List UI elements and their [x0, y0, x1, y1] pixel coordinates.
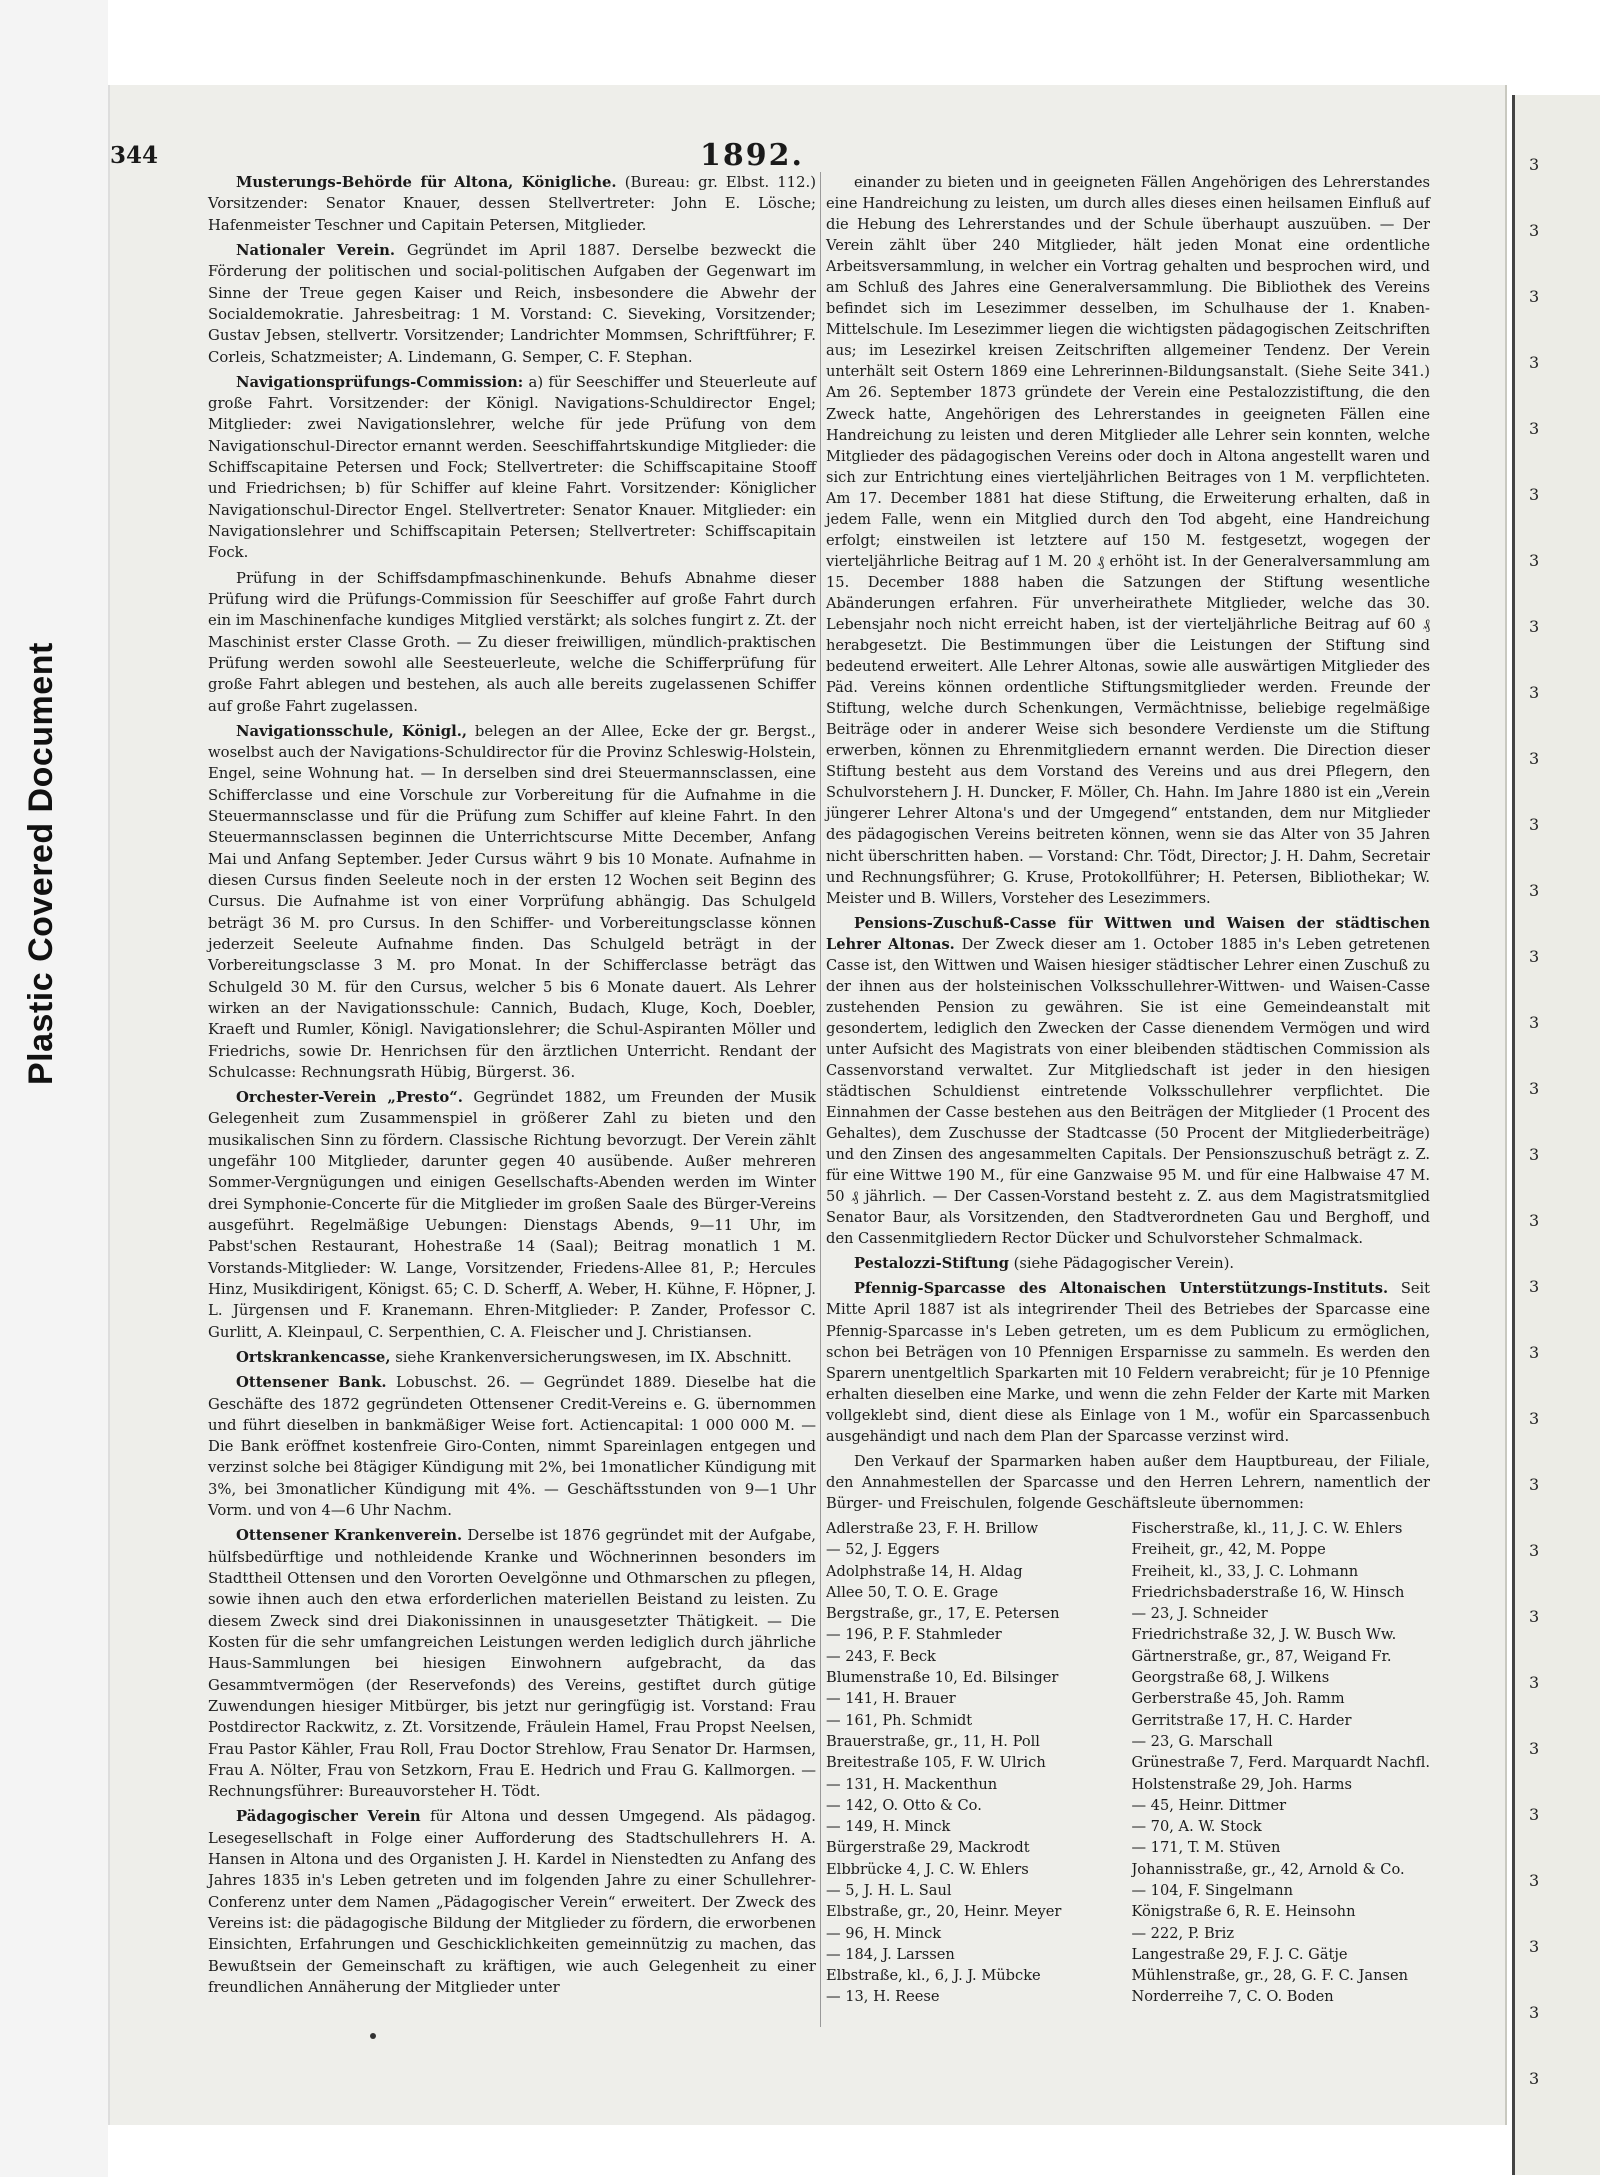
adjacent-page-edge: [1512, 95, 1600, 2175]
entry-title: Ortskrankencasse,: [236, 1348, 391, 1366]
adjacent-page-fragment: 3: [1529, 353, 1540, 372]
entry-text: Gegründet 1882, um Freunden der Musik Gelegenheit zum Zusammenspiel in größerer Zahl zu bieten und den musikalischen Sinn zu fördern. Classische Richtung bevorzugt. Der Verein zählt ungefähr 100 Mitglieder, darunter gegen 40 ausübende. Außer mehreren Sommer-Vergnügungen und einigen Gesellschafts-Abenden werden im Winter drei Symphonie-Concerte für die Mitglieder im großen Saale des Bürger-Vereins ausgeführt. Regelmäßige Uebungen: Dienstags Abends, 9—11 Uhr, im Pabst'schen Restaurant, Hohestraße 14 (Saal); Beitrag monatlich 1 M. Vorstands-Mitglieder: W. Lange, Vorsitzender, Friedens-Allee 81, P.; Hercules Hinz, Musikdirigent, Königst. 65; C. D. Scherff, A. Weber, H. Kühne, F. Höpner, J. L. Jürgensen und F. Kranemann. Ehren-Mitglieder: P. Zander, Professor C. Gurlitt, A. Kleinpaul, C. Serpenthien, C. A. Fleischer und J. Christiansen.: [208, 1089, 816, 1341]
adjacent-page-fragment: 3: [1529, 1871, 1540, 1890]
entry-paragraph: [208, 1087, 816, 1343]
directory-entry: Elbbrücke 4, J. C. W. Ehlers: [826, 1860, 1029, 1878]
entry-text: Prüfung in der Schiffsdampfmaschinenkunde. Behufs Abnahme dieser Prüfung wird die Prüfungs-Commission für Seeschiffer auf große Fahrt durch ein im Maschinenfache kundiges Mitglied verstärkt; als solches fungirt z. Zt. der Maschinist erster Classe Groth. — Zu dieser freiwilligen, mündlich-praktischen Prüfung werden sowohl alle Seesteuerleute, welche die Schifferprüfung für große Fahrt ablegen und bestehen, als auch alle bereits zugelassenen Schiffer auf große Fahrt zugelassen.: [208, 569, 816, 715]
directory-entry: Blumenstraße 10, Ed. Bilsinger: [826, 1669, 1059, 1687]
ink-spot: [370, 2033, 376, 2039]
adjacent-page-fragment: 3: [1529, 1607, 1540, 1626]
scan-margin: [0, 0, 108, 2177]
adjacent-page-fragment: 3: [1529, 1937, 1540, 1956]
adjacent-page-fragment: 3: [1529, 1739, 1540, 1758]
entry-title: Navigationsschule, Königl.,: [236, 722, 468, 740]
entry-paragraph: [208, 372, 816, 564]
directory-entry: — 70, A. W. Stock: [1131, 1818, 1262, 1836]
entry-title: Pestalozzi-Stiftung: [854, 1255, 1010, 1273]
adjacent-page-fragment: 3: [1529, 1475, 1540, 1494]
adjacent-page-fragment: 3: [1529, 1211, 1540, 1230]
adjacent-page-fragment: 3: [1529, 1409, 1540, 1428]
entry-paragraph: [208, 568, 816, 717]
entry-title: Pensions-Zuschuß-Casse für Wittwen und Waisen der städtischen Lehrer Altonas.: [826, 914, 1430, 953]
left-column: [208, 172, 816, 2002]
adjacent-page-fragment: 3: [1529, 2069, 1540, 2088]
directory-entry: — 96, H. Minck: [826, 1924, 942, 1942]
directory-entry: Königstraße 6, R. E. Heinsohn: [1131, 1903, 1356, 1921]
directory-entry: Mühlenstraße, gr., 28, G. F. C. Jansen: [1131, 1967, 1409, 1985]
directory-entry: Freiheit, kl., 33, J. C. Lohmann: [1131, 1562, 1359, 1580]
entry-text: (siehe Pädagogischer Verein).: [1013, 1255, 1235, 1273]
directory-entry: Gerritstraße 17, H. C. Harder: [1131, 1711, 1352, 1729]
entry-text: Lobuschst. 26. — Gegründet 1889. Dieselbe hat die Geschäfte des 1872 gegründeten Ottensener Credit-Vereins e. G. übernommen und führt dieselben in bankmäßiger Weise fort. Actiencapital: 1 000 000 M. — Die Bank eröffnet kostenfreie Giro-Conten, nimmt Spareinlagen entgegen und verzinst solche bei 8tägiger Kündigung mit 2%, bei 1monatlicher Kündigung mit 3%, bei 3monatlicher Kündigung mit 4%. — Geschäftsstunden von 9—1 Uhr Vorm. und von 4—6 Uhr Nachm.: [208, 1374, 816, 1520]
directory-entry: — 5, J. H. L. Saul: [826, 1882, 952, 1899]
adjacent-page-fragment: 3: [1529, 485, 1540, 504]
directory-entry: — 23, G. Marschall: [1131, 1732, 1273, 1750]
directory-entry: Elbstraße, kl., 6, J. J. Mübcke: [826, 1967, 1041, 1985]
adjacent-page-fragment: 3: [1529, 1013, 1540, 1032]
directory-entry: Friedrichsbaderstraße 16, W. Hinsch: [1131, 1583, 1405, 1601]
adjacent-page-fragment: 3: [1529, 881, 1540, 900]
directory-entry: Gerberstraße 45, Joh. Ramm: [1131, 1690, 1345, 1708]
adjacent-page-fragment: 3: [1529, 1805, 1540, 1824]
entry-title: Ottensener Bank.: [236, 1374, 387, 1392]
directory-entry: Norderreihe 7, C. O. Boden: [1131, 1988, 1334, 2006]
adjacent-page-fragment: 3: [1529, 617, 1540, 636]
directory-entry: Georgstraße 68, J. Wilkens: [1131, 1669, 1330, 1687]
page-number: 344: [110, 142, 159, 169]
entry-paragraph: [826, 172, 1430, 909]
directory-entry: — 141, H. Brauer: [826, 1690, 956, 1708]
directory-entry: — 142, O. Otto & Co.: [826, 1796, 982, 1814]
directory-left: [826, 1518, 1117, 2008]
entry-text: Seit Mitte April 1887 ist als integrirender Theil des Betriebes der Sparcasse eine Pfennig-Sparcasse in's Leben getreten, um es dem Publicum zu ermöglichen, schon bei Beträgen von 10 Pfennigen Ersparnisse zu sammeln. Es werden den Sparern unentgeltlich Sparkarten mit 10 Feldern verabreicht; für je 10 Pfennige erhalten dieselben eine Marke, und wenn die zehn Felder der Karte mit Marken vollgeklebt sind, dient diese als Einlage von 1 M., wofür ein Sparcassenbuch ausgehändigt und nach dem Plan der Sparcasse verzinst wird.: [826, 1280, 1430, 1445]
directory-entry: Adolphstraße 14, H. Aldag: [826, 1562, 1023, 1580]
adjacent-page-fragment: 3: [1529, 1145, 1540, 1164]
entry-title: Navigationsprüfungs-Commission:: [236, 373, 524, 391]
directory-entry: — 171, T. M. Stüven: [1131, 1839, 1281, 1857]
page-year: 1892.: [700, 138, 804, 173]
directory-entry: Gärtnerstraße, gr., 87, Weigand Fr.: [1131, 1647, 1392, 1665]
adjacent-page-fragment: 3: [1529, 947, 1540, 966]
entry-paragraph: [208, 1806, 816, 1998]
directory-entry: — 243, F. Beck: [826, 1647, 936, 1665]
entry-text: für Altona und dessen Umgegend. Als pädagog. Lesegesellschaft in Folge einer Aufforderung des Stadtschullehrers H. A. Hansen in Altona und des Organisten J. H. Kardel in Nienstedten zu Anfang des Jahres 1835 in's Leben getreten und im folgenden Jahre zu einer Schullehrer-Conferenz unter dem Namen „Pädagogischer Verein“ erweitert. Der Zweck des Vereins ist: die pädagogische Bildung der Mitglieder zu fördern, die erworbenen Einsichten, Erfahrungen und Geschicklichkeiten gemeinnützig zu machen, das Bewußtsein der Gemeinschaft zu kräftigen, wie auch Gelegenheit zu einer freundlichen Annäherung der Mitglieder unter: [208, 1808, 816, 1996]
right-column: [826, 172, 1430, 2008]
adjacent-page-fragment: 3: [1529, 551, 1540, 570]
directory-entry: — 149, H. Minck: [826, 1818, 951, 1836]
entry-paragraph: [208, 1372, 816, 1521]
directory-entry: Holstenstraße 29, Joh. Harms: [1131, 1775, 1352, 1793]
entry-paragraph: [826, 1451, 1430, 1514]
entry-paragraph: [208, 1525, 816, 1802]
adjacent-page-fragment: 3: [1529, 287, 1540, 306]
entry-paragraph: [208, 172, 816, 236]
directory-entry: Breitestraße 105, F. W. Ulrich: [826, 1754, 1046, 1772]
adjacent-page-fragment: 3: [1529, 1079, 1540, 1098]
entry-paragraph: [208, 240, 816, 368]
directory-entry: Bergstraße, gr., 17, E. Petersen: [826, 1605, 1060, 1623]
directory-entry: Grünestraße 7, Ferd. Marquardt Nachfl.: [1131, 1754, 1430, 1772]
directory-entry: — 13, H. Reese: [826, 1988, 940, 2006]
adjacent-page-fragment: 3: [1529, 683, 1540, 702]
entry-paragraph: [826, 1278, 1430, 1446]
directory-entry: Allee 50, T. O. E. Grage: [826, 1583, 999, 1601]
directory-entry: Brauerstraße, gr., 11, H. Poll: [826, 1732, 1040, 1750]
directory-right: [1131, 1518, 1430, 2008]
directory-entry: Langestraße 29, F. J. C. Gätje: [1131, 1945, 1348, 1963]
entry-title: Ottensener Krankenverein.: [236, 1527, 463, 1545]
directory-entry: Friedrichstraße 32, J. W. Busch Ww.: [1131, 1626, 1397, 1644]
entry-title: Nationaler Verein.: [236, 241, 396, 259]
plastic-covered-label: Plastic Covered Document: [22, 642, 60, 1085]
entry-title: Musterungs-Behörde für Altona, Königliche.: [236, 174, 617, 191]
adjacent-page-fragment: 3: [1529, 221, 1540, 240]
directory-entry: Elbstraße, gr., 20, Heinr. Meyer: [826, 1903, 1062, 1921]
directory-entry: — 104, F. Singelmann: [1131, 1882, 1293, 1899]
directory-entry: — 196, P. F. Stahmleder: [826, 1626, 1002, 1644]
directory-entry: — 45, Heinr. Dittmer: [1131, 1796, 1287, 1814]
entry-title: Pädagogischer Verein: [236, 1808, 421, 1826]
directory-entry: Adlerstraße 23, F. H. Brillow: [826, 1519, 1039, 1537]
directory-entry: Bürgerstraße 29, Mackrodt: [826, 1839, 1030, 1857]
sparmarken-directory: [826, 1518, 1430, 2008]
directory-entry: — 161, Ph. Schmidt: [826, 1711, 973, 1729]
entry-text: (Bureau: gr. Elbst. 112.) Vorsitzender: Senator Knauer, dessen Stellvertreter: John E. Lösche; Hafenmeister Teschner und Capitain Petersen, Mitglieder.: [208, 174, 816, 234]
adjacent-page-fragment: 3: [1529, 155, 1540, 174]
directory-entry: Johannisstraße, gr., 42, Arnold & Co.: [1131, 1860, 1405, 1878]
directory-entry: — 222, P. Briz: [1131, 1924, 1235, 1942]
adjacent-page-fragment: 3: [1529, 1277, 1540, 1296]
directory-entry: — 52, J. Eggers: [826, 1541, 940, 1559]
adjacent-page-fragment: 3: [1529, 815, 1540, 834]
directory-entry: — 23, J. Schneider: [1131, 1605, 1268, 1623]
entry-title: Pfennig-Sparcasse des Altonaischen Unterstützungs-Instituts.: [854, 1280, 1389, 1298]
column-divider: [820, 172, 821, 2027]
adjacent-page-fragment: 3: [1529, 749, 1540, 768]
adjacent-page-fragment: 3: [1529, 1673, 1540, 1692]
directory-entry: Fischerstraße, kl., 11, J. C. W. Ehlers: [1131, 1519, 1403, 1537]
entry-text: Derselbe ist 1876 gegründet mit der Aufgabe, hülfsbedürftige und nothleidende Kranke und Wöchnerinnen besonders im Stadttheil Ottensen und den Vororten Oevelgönne und Othmarschen zu pflegen, sowie ihnen auch den etwa erforderlichen materiellen Beistand zu leisten. Zu diesem Zweck sind drei Diakonissinnen in unausgesetzter Thätigkeit. — Die Kosten für die sehr umfangreichen Leistungen werden lediglich durch jährliche Haus-Sammlungen bei hiesigen Einwohnern aufgebracht, da das Gesammtvermögen (der Reservefonds) des Vereins, gestiftet durch gütige Zuwendungen hiesiger Mitbürger, bis jetzt nur geringfügig ist. Vorstand: Frau Postdirector Rackwitz, z. Zt. Vorsitzende, Fräulein Hamel, Frau Propst Neelsen, Frau Pastor Kähler, Frau Roll, Frau Doctor Strehlow, Frau Senator Dr. Harmsen, Frau A. Nölter, Frau von Setzkorn, Frau E. Hedrich und Frau G. Kallmorgen. — Rechnungsführer: Bureauvorsteher H. Tödt.: [208, 1527, 816, 1801]
entry-text: belegen an der Allee, Ecke der gr. Bergst., woselbst auch der Navigations-Schuldirector für die Provinz Schleswig-Holstein, Engel, seine Wohnung hat. — In derselben sind drei Steuermannsclassen, eine Schifferclasse und eine Vorschule zur Vorbereitung für die Aufnahme in die Steuermannsclasse und für die Prüfung zum Schiffer auf kleine Fahrt. In den Steuermannsclassen beginnen die Unterrichtscurse Mitte December, Anfang Mai und Anfang September. Jeder Cursus währt 9 bis 10 Monate. Aufnahme in diesen Cursus finden Seeleute noch in der ersten 12 Wochen seit Beginn des Cursus. Die Aufnahme ist von einer Vorprüfung abhängig. Das Schulgeld beträgt 36 M. pro Cursus. In den Schiffer- und Vorbereitungsclasse können jederzeit Seeleute Aufnahme finden. Das Schulgeld beträgt in der Vorbereitungsclasse 3 M. pro Monat. In der Schifferclasse beträgt das Schulgeld 30 M. für den Cursus, welcher 5 bis 6 Monate dauert. Als Lehrer wirken an der Navigationsschule: Cannich, Budach, Kluge, Koch, Doebler, Kraeft und Rumler, Königl. Navigationslehrer; die Schul-Aspiranten Möller und Friedrichs, sowie Dr. Henrichsen für den ärztlichen Unterricht. Rendant der Schulcasse: Rechnungsrath Hübig, Bürgerst. 36.: [208, 722, 816, 1081]
entry-paragraph: [826, 913, 1430, 1250]
entry-text: Der Zweck dieser am 1. October 1885 in's Leben getretenen Casse ist, den Wittwen und Waisen hiesiger städtischer Lehrer einen Zuschuß zu der ihnen aus der holsteinischen Volksschullehrer-Wittwen- und Waisen-Casse zustehenden Pension zu gewähren. Sie ist eine Gemeindeanstalt mit gesondertem, lediglich den Zwecken der Casse dienendem Vermögen und wird unter Aufsicht des Magistrats von einer bleibenden städtischen Commission als Cassenvorstand verwaltet. Zur Mitgliedschaft ist jeder in den hiesigen städtischen Schuldienst eintretende Volksschullehrer verpflichtet. Die Einnahmen der Casse bestehen aus den Beiträgen der Mitglieder (1 Procent des Gehaltes), dem Zuschusse der Stadtcasse (50 Procent der Mitgliederbeiträge) und den Zinsen des angesammelten Capitals. Der Pensionszuschuß beträgt z. Z. für eine Wittwe 190 M., für eine Ganzwaise 95 M. und für eine Halbwaise 47 M. 50 ₰ jährlich. — Der Cassen-Vorstand besteht z. Z. aus dem Magistratsmitglied Senator Baur, als Vorsitzenden, den Stadtverordneten Gau und Berghoff, und den Cassenmitgliedern Rector Dücker und Schulvorsteher Schmalmack.: [826, 935, 1431, 1248]
entry-paragraph: [208, 1347, 816, 1368]
entry-text: Den Verkauf der Sparmarken haben außer dem Hauptbureau, der Filiale, den Annahmestellen der Sparcasse und den Herren Lehrern, namentlich der Bürger- und Freischulen, folgende Geschäftsleute übernommen:: [826, 1452, 1430, 1512]
adjacent-page-fragment: 3: [1529, 1541, 1540, 1560]
entry-paragraph: [208, 721, 816, 1083]
entry-text: siehe Krankenversicherungswesen, im IX. Abschnitt.: [395, 1348, 792, 1366]
entry-title: Orchester-Verein „Presto“.: [236, 1089, 463, 1107]
entry-text: a) für Seeschiffer und Steuerleute auf große Fahrt. Vorsitzender: der Königl. Navigations-Schuldirector Engel; Mitglieder: zwei Navigationslehrer, welche für jede Prüfung von dem Navigationschul-Director ernannt werden. Seeschiffahrtskundige Mitglieder: die Schiffscapitaine Petersen und Fock; Stellvertreter: die Schiffscapitaine Stooff und Friedrichsen; b) für Schiffer auf kleine Fahrt. Vorsitzender: Königlicher Navigationschul-Director Engel. Stellvertreter: Senator Knauer. Mitglieder: ein Navigationslehrer und Schiffscapitain Petersen; Stellvertreter: Schiffscapitain Fock.: [208, 373, 816, 562]
directory-entry: — 184, J. Larssen: [826, 1945, 955, 1963]
adjacent-page-fragment: 3: [1529, 1343, 1540, 1362]
adjacent-page-fragment: 3: [1529, 419, 1540, 438]
entry-text: einander zu bieten und in geeigneten Fällen Angehörigen des Lehrerstandes eine Handreichung zu leisten, um durch alles dieses einen heilsamen Einfluß auf die Hebung des Lehrerstandes und der Schule überhaupt auszuüben. — Der Verein zählt über 240 Mitglieder, hält jeden Monat eine ordentliche Arbeitsversammlung, in welcher ein Vortrag gehalten und besprochen wird, und am Schluß des Jahres eine Generalversammlung. Die Bibliothek des Vereins befindet sich im Lesezimmer desselben, im Schulhause der 1. Knaben-Mittelschule. Im Lesezimmer liegen die wichtigsten pädagogischen Zeitschriften aus; im Lesezirkel kreisen Zeitschriften allgemeiner Tendenz. Der Verein unterhält seit Ostern 1869 eine Lehrerinnen-Bildungsanstalt. (Siehe Seite 341.) Am 26. September 1873 gründete der Verein eine Pestalozzistiftung, die den Zweck hatte, Angehörigen des Lehrerstandes in geeigneten Fällen eine Handreichung zu leisten und deren Mitglieder alle Lehrer sein konnten, welche Mitglieder des pädagogischen Vereins oder doch in Altona angestellt waren und sich zur Entrichtung eines vierteljährlichen Beitrages von 1 M. verpflichteten. Am 17. December 1881 hat diese Stiftung, die Erweiterung erhalten, daß in jedem Falle, wenn ein Mitglied durch den Tod abgeht, eine Handreichung erfolgt; einstweilen ist letztere auf 150 M. festgesetzt, wogegen der vierteljährliche Beitrag auf 1 M. 20 ₰ erhöht ist. In der Generalversammlung am 15. December 1888 haben die Satzungen der Stiftung wesentliche Abänderungen erfahren. Für unverheirathete Mitglieder, welche das 30. Lebensjahr noch nicht erreicht haben, ist der vierteljährliche Beitrag auf 60 ₰ herabgesetzt. Die Bestimmungen über die Leistungen der Stiftung sind bedeutend erweitert. Alle Lehrer Altonas, sowie alle auswärtigen Mitglieder des Päd. Vereins können ordentliche Stiftungsmitglieder werden. Freunde der Stiftung, welche durch Schenkungen, Vermächtnisse, beliebige regelmäßige Beiträge oder in anderer Weise sich besondere Verdienste um die Stiftung erwerben, können zu Ehrenmitgliedern ernannt werden. Die Direction dieser Stiftung besteht aus dem Vorstand des Vereins und aus drei Pflegern, den Schulvorstehern J. H. Duncker, F. Möller, Ch. Hahn. Im Jahre 1880 ist ein „Verein jüngerer Lehrer Altona's und der Umgegend“ entstanden, dem nur Mitglieder des pädagogischen Vereins beitreten können, wenn sie das Alter von 35 Jahren nicht überschritten haben. — Vorstand: Chr. Tödt, Director; J. H. Dahm, Secretair und Rechnungsführer; G. Kruse, Protokollführer; H. Petersen, Bibliothekar; W. Meister und B. Willers, Vorsteher des Lesezimmers.: [826, 174, 1430, 907]
entry-paragraph: [826, 1253, 1430, 1274]
directory-entry: Freiheit, gr., 42, M. Poppe: [1131, 1541, 1326, 1559]
adjacent-page-fragment: 3: [1529, 2003, 1540, 2022]
entry-text: Gegründet im April 1887. Derselbe bezweckt die Förderung der politischen und social-politischen Aufgaben der Gegenwart im Sinne der Treue gegen Kaiser und Reich, insbesondere die Abwehr der Socialdemokratie. Jahresbeitrag: 1 M. Vorstand: C. Sieveking, Vorsitzender; Gustav Jebsen, stellvertr. Vorsitzender; Landrichter Mommsen, Schriftführer; F. Corleis, Schatzmeister; A. Lindemann, G. Semper, C. F. Stephan.: [208, 241, 816, 366]
directory-entry: — 131, H. Mackenthun: [826, 1775, 998, 1793]
